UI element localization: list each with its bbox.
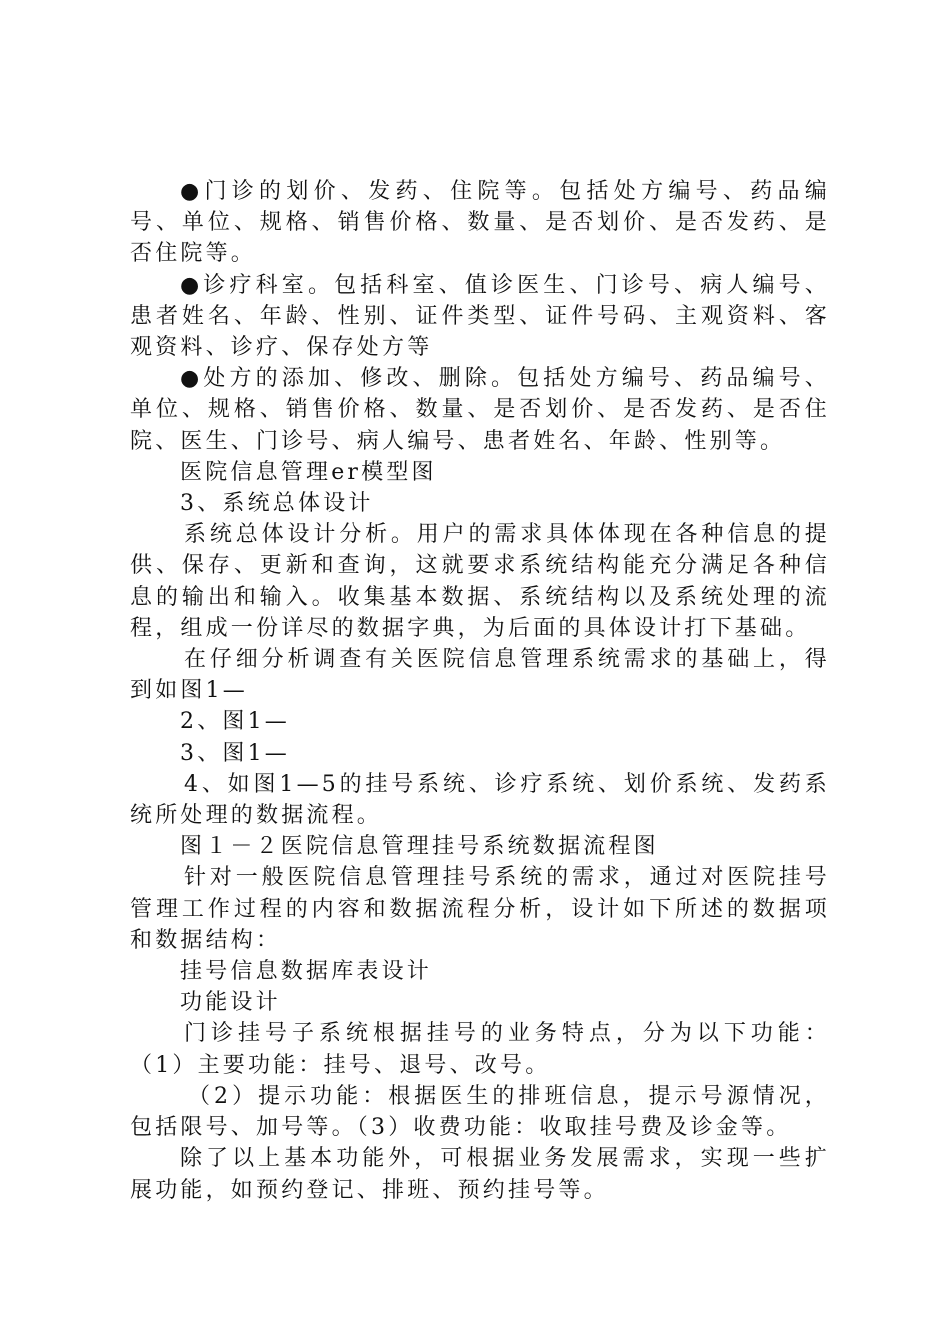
- paragraph-registration-requirements: 针对一般医院信息管理挂号系统的需求，通过对医院挂号管理工作过程的内容和数据流程分析，设计如下所述的数据项和数据结构：: [130, 865, 830, 953]
- paragraph-figure-ref-4: 4、如图1—5的挂号系统、诊疗系统、划价系统、发药系统所处理的数据流程。: [130, 771, 830, 829]
- paragraph-outpatient-functions: 门诊挂号子系统根据挂号的业务特点，分为以下功能：（1）主要功能：挂号、退号、改号。: [130, 1021, 830, 1078]
- paragraph-prescription-edit: ●处方的添加、修改、删除。包括处方编号、药品编号、单位、规格、销售价格、数量、是否划价、是否发药、是否住院、医生、门诊号、病人编号、患者姓名、年龄、性别等。: [130, 366, 830, 454]
- paragraph-system-design-analysis: 系统总体设计分析。用户的需求具体体现在各种信息的提供、保存、更新和查询，这就要求系统结构能充分满足各种信息的输出和输入。收集基本数据、系统结构以及系统处理的流程，组成一份详尽的数据字典，为后面的具体设计打下基础。: [130, 522, 830, 641]
- document-body: [130, 176, 830, 1206]
- paragraph-outpatient-pricing: ●门诊的划价、发药、住院等。包括处方编号、药品编号、单位、规格、销售价格、数量、是否划价、是否发药、是否住院等。: [130, 179, 830, 267]
- paragraph-er-model-caption: 医院信息管理er模型图: [180, 459, 437, 485]
- paragraph-requirements-basis: 在仔细分析调查有关医院信息管理系统需求的基础上，得到如图1—: [130, 647, 830, 704]
- section-heading-system-design: 3、系统总体设计: [180, 491, 374, 517]
- paragraph-figure-ref-2: 2、图1—: [180, 709, 290, 735]
- figure-caption-registration-flow: 图１－２医院信息管理挂号系统数据流程图: [180, 834, 659, 860]
- paragraph-extended-functions: 除了以上基本功能外，可根据业务发展需求，实现一些扩展功能，如预约登记、排班、预约挂号等。: [130, 1146, 830, 1203]
- paragraph-figure-ref-3: 3、图1—: [180, 740, 290, 766]
- paragraph-registration-table-design: 挂号信息数据库表设计: [180, 959, 433, 985]
- paragraph-clinic-department: ●诊疗科室。包括科室、值诊医生、门诊号、病人编号、患者姓名、年龄、性别、证件类型、证件号码、主观资料、客观资料、诊疗、保存处方等: [130, 272, 830, 361]
- paragraph-prompt-functions: （2）提示功能：根据医生的排班信息，提示号源情况，包括限号、加号等。（3）收费功能：收取挂号费及诊金等。: [130, 1083, 830, 1141]
- paragraph-function-design: 功能设计: [180, 990, 281, 1016]
